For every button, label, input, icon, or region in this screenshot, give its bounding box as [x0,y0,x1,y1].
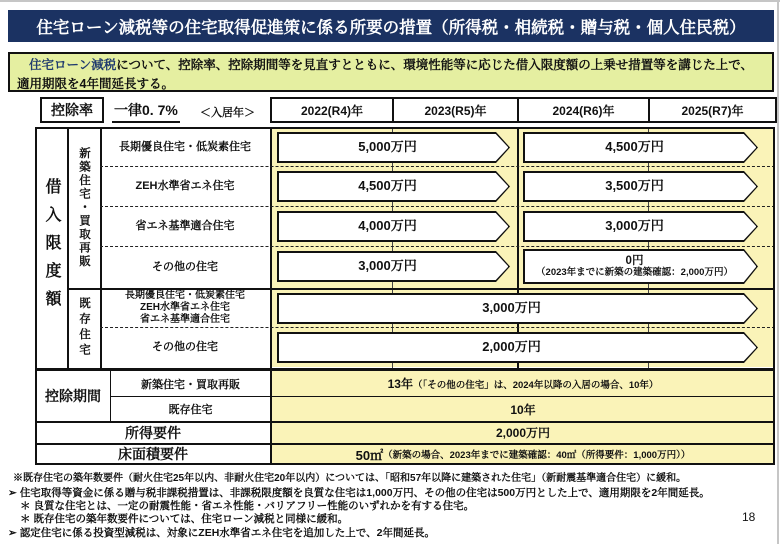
page-title: 住宅ローン減税等の住宅取得促進策に係る所要の措置（所得税・相続税・贈与税・個人住民税） [8,10,774,42]
period-value-main: 13年 [387,377,413,391]
type-label-other-new: その他の住宅 [152,260,218,273]
type-label-zeh-new: ZEH水準省エネ住宅 [135,180,235,193]
limit-arrow-energy-2024 [523,211,758,242]
limit-value: 3,500万円 [605,178,664,194]
row-header-borrowing-limit: 借入限度額 [43,177,60,318]
year-header-2025: 2025(R7)年 [648,97,777,123]
limit-value: 3,000万円 [482,300,541,316]
income-requirement-label: 所得要件 [37,423,269,442]
limit-arrow-zeh-2024 [523,171,758,202]
period-value-new [272,371,774,396]
type-label-certified-new: 長期優良住宅・低炭素住宅 [119,140,251,153]
existing-housing-caveat: ※既存住宅の築年数要件（耐火住宅25年以内、非耐火住宅20年以内）については、「昭和57年以降に建築された住宅」（新耐震基準適合住宅）に緩和。 [13,473,687,484]
page-number: 18 [742,510,756,524]
limit-arrow-zeh-2022 [277,171,510,202]
deduction-period-label: 控除期間 [37,371,109,421]
move-in-year-label: ＜入居年＞ [200,107,255,119]
arrow-bullet-icon: ➢ [8,526,17,539]
limit-value: 0円 [625,254,644,267]
type-label-existing-quality [101,289,269,327]
note-text: 住宅取得等資金に係る贈与税非課税措置は、非課税限度額を良質な住宅は1,000万円、その他の住宅は500万円とした上で、適用期限を2年間延長。 [19,487,710,499]
deduction-rate-value: 一律0. 7% [112,100,180,123]
note-text: 認定住宅に係る投資型減税は、対象にZEH水準省エネ住宅を追加した上で、2年間延長。 [19,526,435,539]
arrow-bullet-icon: ➢ [8,487,17,499]
notes-list [8,487,776,540]
limit-value: 2,000万円 [482,339,541,355]
type-label-energy-new: 省エネ基準適合住宅 [135,220,235,233]
group-header-existing-housing: 既存住宅 [78,297,90,359]
note-text: 既存住宅の築年数要件については、住宅ローン減税と同様に緩和。 [33,513,349,526]
limit-value: 4,500万円 [605,139,664,155]
limit-value: 4,500万円 [358,178,417,194]
deduction-rate-label: 控除率 [40,97,104,123]
limit-arrow-existing-other [277,332,758,363]
limit-arrow-other-2022 [277,251,510,282]
period-row-label-new: 新築住宅・買取再販 [112,371,269,396]
note-item [8,527,776,540]
year-header-2023: 2023(R5)年 [392,97,519,123]
summary-box [8,52,774,92]
income-requirement-value: 2,000万円 [495,426,551,440]
asterisk-bullet-icon: ＊ [20,500,31,513]
floor-area-value [272,445,774,463]
type-label-line: ZEH水準省エネ住宅 [140,302,230,313]
summary-text: について、控除率、控除期間等を見直すとともに、環境性能等に応じた借入限度額の上乗せ措置等を講じた上で、適用期限を4年間延長する。 [17,58,754,91]
type-label-line: 省エネ基準適合住宅 [140,314,230,325]
period-row-label-existing: 既存住宅 [112,397,269,421]
note-text: 良質な住宅とは、一定の耐震性能・省エネ性能・バリアフリー性能のいずれかを有する住宅。 [33,500,475,513]
summary-highlight: 住宅ローン減税 [29,58,117,72]
note-item [8,500,776,513]
floor-area-value-note: （新築の場合、2023年までに建築確認：40㎡（所得要件：1,000万円）） [383,450,691,461]
note-item [8,487,776,500]
page-right-edge [777,0,779,544]
asterisk-bullet-icon: ＊ [20,513,31,526]
page-top-edge [0,0,780,2]
limit-arrow-certified-2022 [277,132,510,163]
limit-value: 3,000万円 [605,218,664,234]
floor-area-label: 床面積要件 [37,445,269,463]
type-label-line: 長期優良住宅・低炭素住宅 [125,290,245,301]
limit-arrow-certified-2024 [523,132,758,163]
limit-value-group [523,249,758,284]
note-item [8,513,776,526]
year-header-2024: 2024(R6)年 [517,97,650,123]
limit-value: 5,000万円 [358,139,417,155]
group-header-new-housing: 新築住宅・買取再販 [78,146,90,269]
limit-arrow-energy-2022 [277,211,510,242]
limit-arrow-existing-quality [277,293,758,324]
limit-value: 4,000万円 [358,218,417,234]
period-value-existing: 10年 [510,402,536,417]
limit-arrow-other-2024 [523,249,758,284]
limit-value: 3,000万円 [358,258,417,274]
year-header-2022: 2022(R4)年 [270,97,394,123]
floor-area-value-main: 50㎡ [355,447,384,463]
limit-value-note: （2023年までに新築の建築確認：2,000万円） [536,266,733,278]
period-value-note: （「その他の住宅」は、2024年以降の入居の場合、10年） [412,379,659,391]
type-label-other-existing: その他の住宅 [152,341,218,354]
